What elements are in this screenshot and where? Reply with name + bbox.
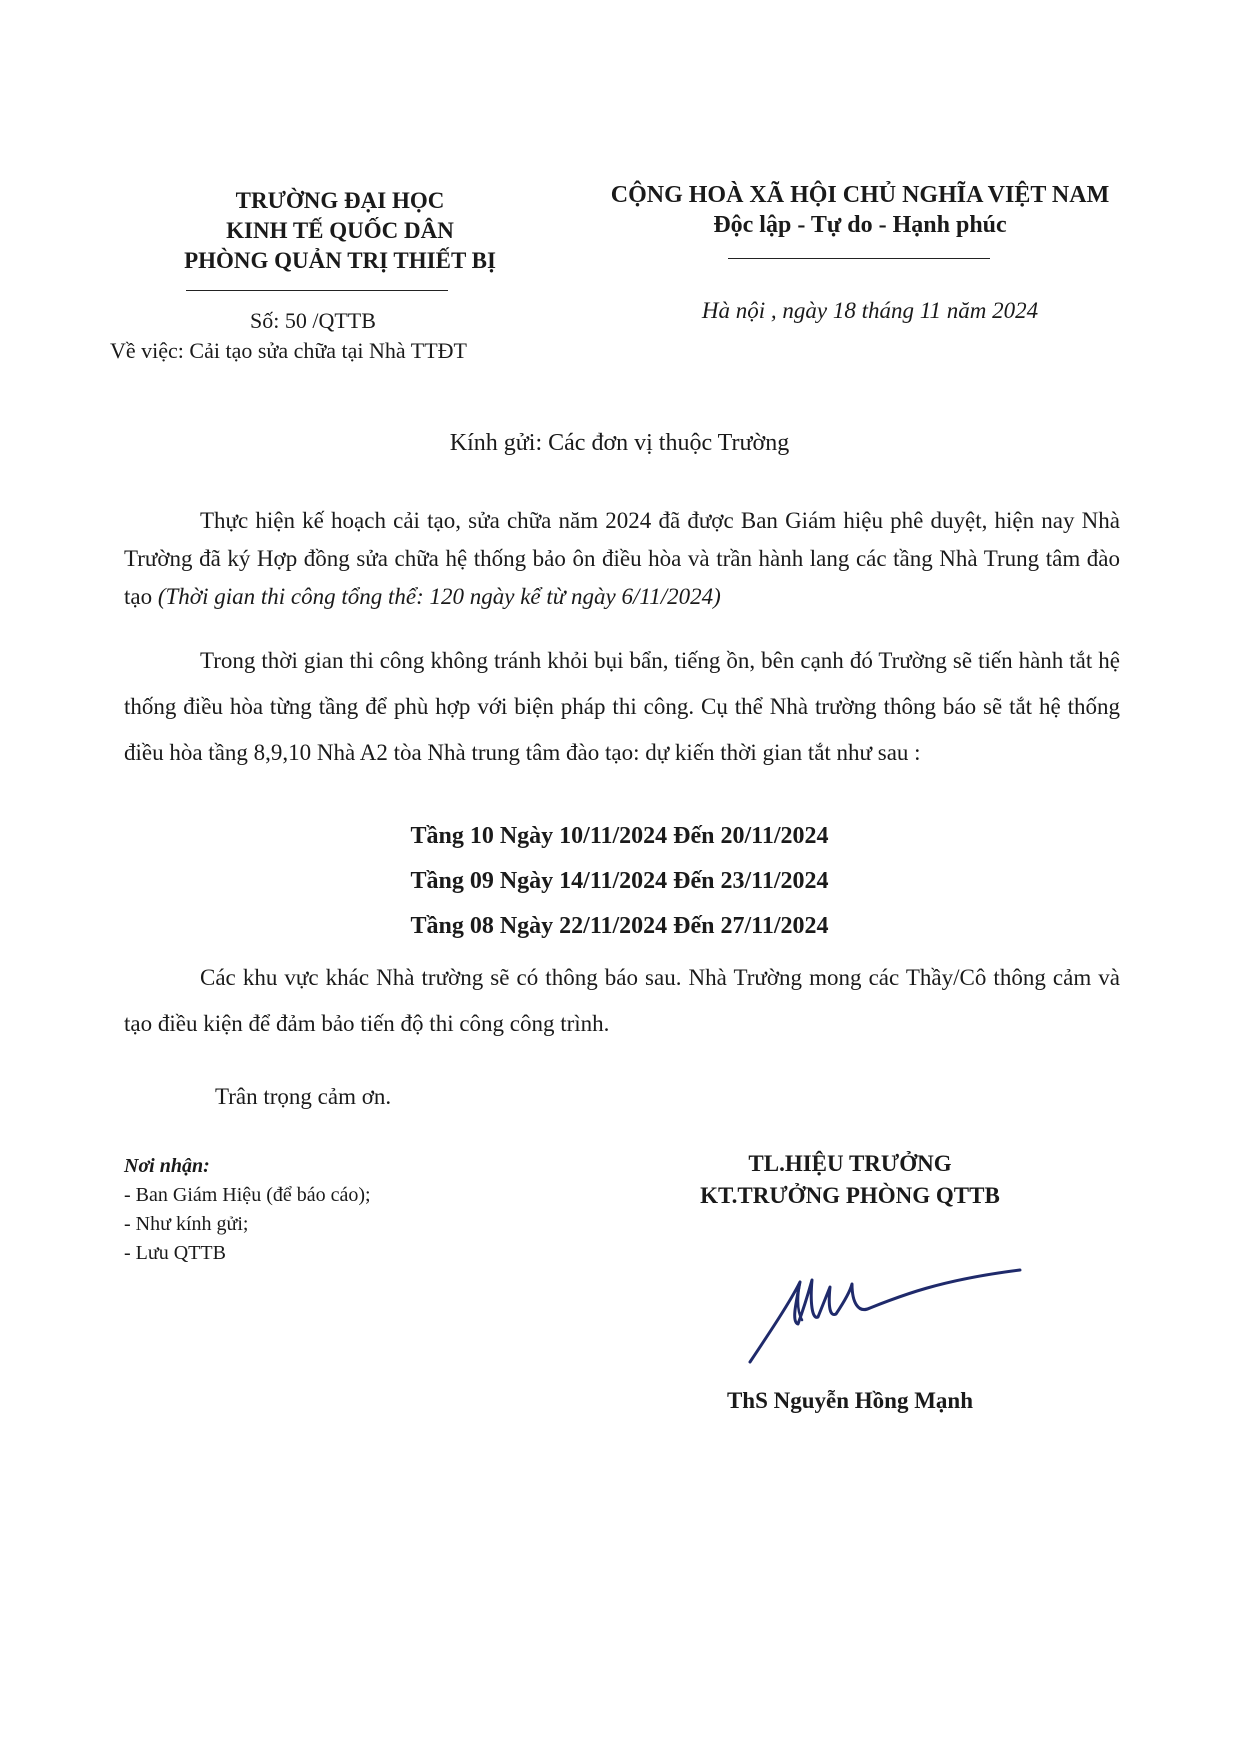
receiver-item: - Lưu QTTB: [124, 1242, 226, 1264]
header-right-divider: [728, 258, 990, 259]
issue-date: Hà nội , ngày 18 tháng 11 năm 2024: [701, 298, 1039, 323]
org-university-name: KINH TẾ QUỐC DÂN: [226, 218, 454, 243]
schedule-floor-09: Tầng 09 Ngày 14/11/2024 Đến 23/11/2024: [410, 868, 829, 894]
document-subject: Về việc: Cải tạo sửa chữa tại Nhà TTĐT: [110, 338, 467, 363]
body-paragraph-1: [124, 502, 1120, 616]
org-department: PHÒNG QUẢN TRỊ THIẾT BỊ: [184, 248, 496, 273]
handwritten-signature: [740, 1262, 1040, 1372]
paragraph-2-text: Trong thời gian thi công không tránh khỏi bụi bẩn, tiếng ồn, bên cạnh đó Trường sẽ tiến hành tắt hệ thống điều hòa từng tầng để phù hợp với biện pháp thi công. Cụ thể Nhà trường thông báo sẽ tắt hệ thống điều hòa tầng 8,9,10 Nhà A2 tòa Nhà trung tâm đào tạo: dự kiến thời gian tắt như sau :: [124, 648, 1120, 765]
recipient-line: Kính gửi: Các đơn vị thuộc Trường: [449, 430, 790, 456]
paragraph-1-note: (Thời gian thi công tổng thể: 120 ngày kể từ ngày 6/11/2024): [157, 584, 721, 609]
schedule-floor-08: Tầng 08 Ngày 22/11/2024 Đến 27/11/2024: [410, 913, 829, 939]
header-left-divider: [186, 290, 448, 291]
org-university: TRƯỜNG ĐẠI HỌC: [235, 188, 445, 213]
signature-title: [620, 1148, 1080, 1212]
schedule-floor-10: Tầng 10 Ngày 10/11/2024 Đến 20/11/2024: [410, 823, 829, 849]
closing-line: Trân trọng cảm ơn.: [215, 1084, 392, 1109]
paragraph-1-text: Thực hiện kế hoạch cải tạo, sửa chữa năm 2024 đã được Ban Giám hiệu phê duyệt, hiện nay Nhà Trường đã ký Hợp đồng sửa chữa hệ thống bảo ôn điều hòa và trần hành lang các tầng Nhà Trung tâm đào tạo: [124, 508, 1120, 609]
receivers-list: [124, 1152, 371, 1268]
receiver-item: - Như kính gửi;: [124, 1213, 249, 1235]
document-number: Số: 50 /QTTB: [250, 308, 376, 333]
receivers-heading: Nơi nhận:: [124, 1155, 210, 1177]
national-motto: Độc lập - Tự do - Hạnh phúc: [713, 212, 1007, 238]
national-title: CỘNG HOÀ XÃ HỘI CHỦ NGHĨA VIỆT NAM: [610, 182, 1110, 208]
body-paragraph-3: [124, 955, 1120, 1047]
paragraph-3-text: Các khu vực khác Nhà trường sẽ có thông báo sau. Nhà Trường mong các Thầy/Cô thông cảm và tạo điều kiện để đảm bảo tiến độ thi công công trình.: [124, 965, 1120, 1036]
national-header: [580, 180, 1140, 240]
signature-authority: TL.HIỆU TRƯỞNG: [748, 1151, 952, 1176]
receiver-item: - Ban Giám Hiệu (để báo cáo);: [124, 1184, 371, 1206]
organization-header: [150, 186, 530, 276]
signature-position: KT.TRƯỞNG PHÒNG QTTB: [700, 1183, 1000, 1208]
body-paragraph-2: [124, 638, 1120, 776]
signer-name: ThS Nguyễn Hồng Mạnh: [726, 1388, 974, 1413]
